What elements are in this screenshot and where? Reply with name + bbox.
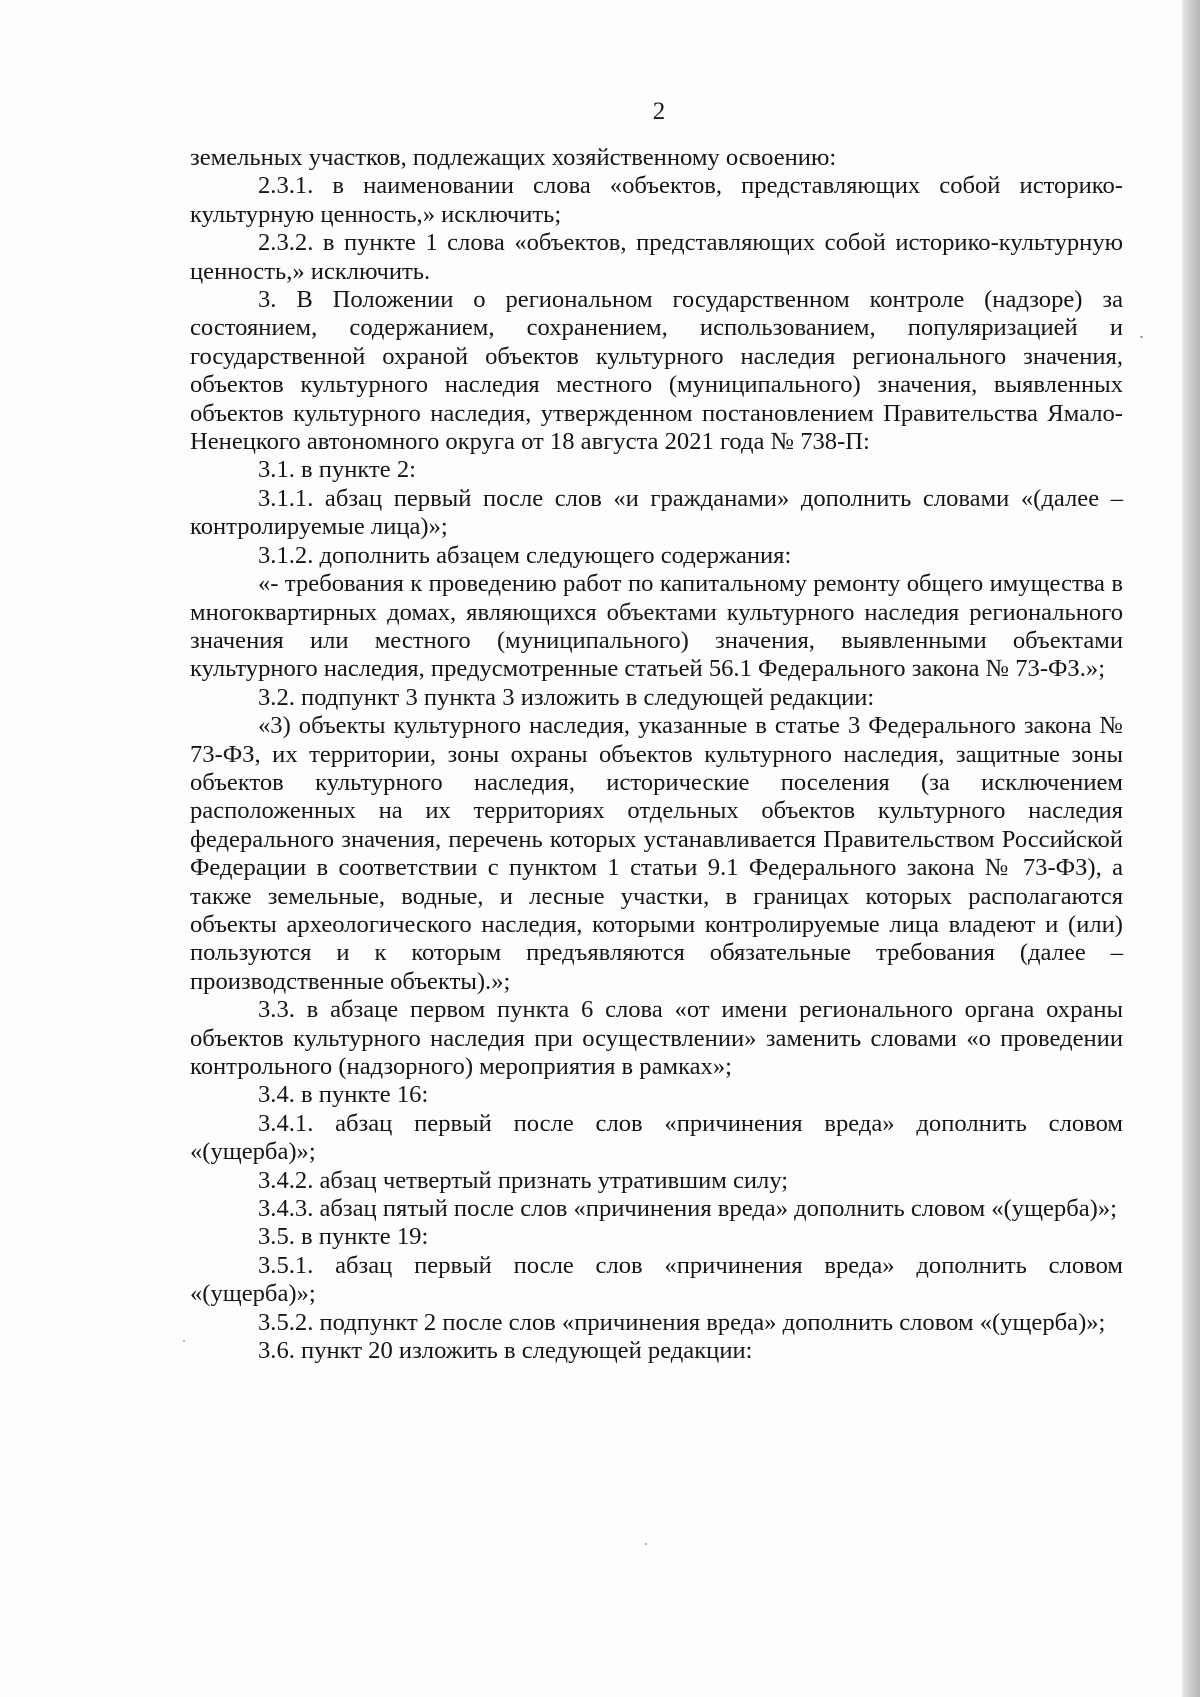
paragraph: 3.1. в пункте 2: [258, 456, 416, 484]
paragraph: земельных участков, подлежащих хозяйственному освоению: [190, 144, 837, 171]
paragraph: 3.4.1. абзац первый после слов «причинения вреда» дополнить словом «(ущерба)»; [190, 1109, 1123, 1166]
scan-speck [645, 1543, 647, 1545]
document-body [190, 144, 1123, 1365]
paragraph: 3. В Положении о региональном государственном контроле (надзоре) за состоянием, содержанием, сохранением, использованием, популяризацией и государственной охраной объектов культурного наследия регионального значения, объектов культурного наследия местного (муниципального) значения, выявленных объектов культурного наследия, утвержденном постановлением Правительства Ямало-Ненецкого автономного округа от 18 августа 2021 года № 738-П: [190, 286, 1123, 456]
paragraph: «3) объекты культурного наследия, указанные в статье 3 Федерального закона № 73-ФЗ, их территории, зоны охраны объектов культурного наследия, защитные зоны объектов культурного наследия, исторические поселения (за исключением расположенных на их территориях отдельных объектов культурного наследия федерального значения, перечень которых устанавливается Правительством Российской Федерации в соответствии с пунктом 1 статьи 9.1 Федерального закона № 73-ФЗ), а также земельные, водные, и лесные участки, в границах которых располагаются объекты археологического наследия, которыми контролируемые лица владеют и (или) пользуются и к которым предъявляются обязательные требования (далее – производственные объекты).»; [190, 712, 1123, 995]
scan-page-edge [1182, 0, 1200, 1697]
paragraph: 3.4.3. абзац пятый после слов «причинения вреда» дополнить словом «(ущерба)»; [258, 1195, 1117, 1223]
paragraph: 3.4.2. абзац четвертый признать утратившим силу; [258, 1166, 789, 1194]
paragraph: «- требования к проведению работ по капитальному ремонту общего имущества в многоквартирных домах, являющихся объектами культурного наследия регионального значения или местного (муниципального) значения, выявленными объектами культурного наследия, предусмотренные статьей 56.1 Федерального закона № 73-ФЗ.»; [190, 570, 1123, 683]
paragraph: 2.3.1. в наименовании слова «объектов, представляющих собой историко-культурную ценность,» исключить; [190, 172, 1123, 228]
paragraph: 3.5.1. абзац первый после слов «причинения вреда» дополнить словом «(ущерба)»; [190, 1251, 1123, 1308]
paragraph: 2.3.2. в пункте 1 слова «объектов, представляющих собой историко-культурную ценность,» исключить. [190, 229, 1123, 285]
paragraph: 3.4. в пункте 16: [258, 1081, 429, 1109]
paragraph: 3.3. в абзаце первом пункта 6 слова «от имени регионального органа охраны объектов культурного наследия при осуществлении» заменить словами «о проведении контрольного (надзорного) мероприятия в рамках»; [190, 996, 1123, 1080]
page-number: 2 [652, 98, 666, 125]
paragraph: 3.1.1. абзац первый после слов «и гражданами» дополнить словами «(далее – контролируемые лица)»; [190, 484, 1123, 541]
scan-speck [183, 1340, 185, 1342]
paragraph: 3.5. в пункте 19: [258, 1223, 429, 1251]
scan-speck [1140, 336, 1143, 338]
paragraph: 3.5.2. подпункт 2 после слов «причинения вреда» дополнить словом «(ущерба)»; [258, 1308, 1106, 1336]
paragraph: 3.6. пункт 20 изложить в следующей редакции: [258, 1337, 753, 1365]
paragraph: 3.2. подпункт 3 пункта 3 изложить в следующей редакции: [258, 683, 875, 711]
paragraph: 3.1.2. дополнить абзацем следующего содержания: [258, 541, 792, 569]
